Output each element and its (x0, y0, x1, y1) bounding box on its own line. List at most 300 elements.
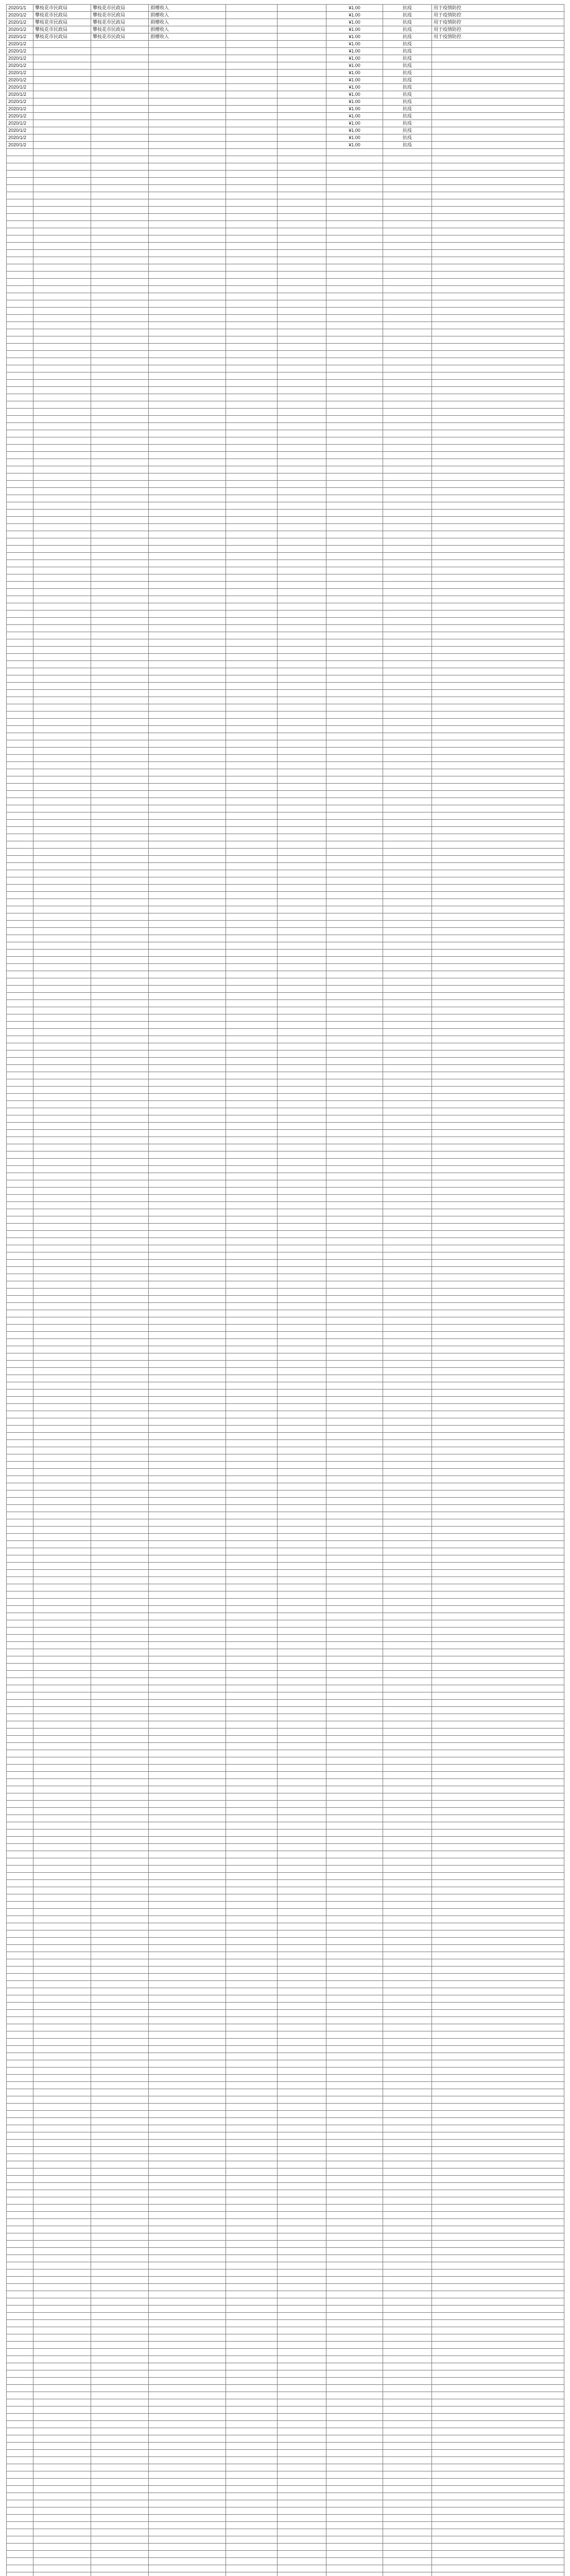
ledger-recv-cell (226, 235, 278, 243)
ledger-unit-cell (91, 235, 149, 243)
ledger-unit-cell (91, 2414, 149, 2421)
ledger-recv-cell (226, 416, 278, 423)
ledger-type-cell (278, 163, 326, 171)
table-row (7, 1642, 564, 1649)
table-row (7, 257, 564, 264)
ledger-note-cell (432, 1411, 564, 1418)
ledger-date-cell (7, 2486, 33, 2493)
ledger-unit-cell (91, 1267, 149, 1274)
ledger-amount-cell (326, 2500, 383, 2507)
ledger-type-cell (278, 1628, 326, 1635)
table-row (7, 1628, 564, 1635)
ledger-use-cell (383, 1007, 432, 1014)
ledger-unit-cell (91, 704, 149, 711)
ledger-payer-cell (33, 827, 91, 834)
ledger-date-cell (7, 697, 33, 704)
ledger-type-cell (278, 423, 326, 430)
ledger-item-cell (149, 2565, 226, 2572)
ledger-type-cell (278, 1022, 326, 1029)
ledger-item-cell (149, 841, 226, 849)
ledger-recv-cell (226, 185, 278, 192)
ledger-item-cell (149, 228, 226, 235)
ledger-use-cell: 抗疫 (383, 98, 432, 106)
ledger-use-cell (383, 228, 432, 235)
table-row (7, 1534, 564, 1541)
ledger-use-cell (383, 2046, 432, 2053)
ledger-amount-cell (326, 1656, 383, 1664)
ledger-date-cell (7, 199, 33, 207)
ledger-unit-cell (91, 2515, 149, 2522)
ledger-unit-cell (91, 481, 149, 488)
ledger-item-cell (149, 1397, 226, 1404)
ledger-unit-cell (91, 1656, 149, 1664)
ledger-unit-cell (91, 2500, 149, 2507)
ledger-item-cell (149, 784, 226, 791)
ledger-amount-cell (326, 272, 383, 279)
ledger-recv-cell (226, 2248, 278, 2255)
ledger-unit-cell (91, 1779, 149, 1786)
ledger-amount-cell (326, 1505, 383, 1512)
ledger-note-cell (432, 1887, 564, 1894)
ledger-amount-cell (326, 2349, 383, 2356)
table-row (7, 1216, 564, 1224)
ledger-date-cell (7, 1123, 33, 1130)
ledger-unit-cell (91, 1433, 149, 1440)
ledger-payer-cell (33, 589, 91, 596)
ledger-item-cell (149, 661, 226, 668)
ledger-recv-cell (226, 55, 278, 62)
table-row (7, 1765, 564, 1772)
ledger-unit-cell (91, 654, 149, 661)
ledger-note-cell (432, 531, 564, 538)
ledger-unit-cell (91, 2269, 149, 2277)
ledger-payer-cell (33, 2507, 91, 2515)
ledger-amount-cell (326, 531, 383, 538)
ledger-type-cell (278, 1433, 326, 1440)
ledger-item-cell (149, 1635, 226, 1642)
ledger-unit-cell (91, 250, 149, 257)
ledger-note-cell (432, 358, 564, 365)
table-row (7, 1426, 564, 1433)
ledger-unit-cell (91, 546, 149, 553)
ledger-item-cell (149, 538, 226, 546)
ledger-use-cell (383, 2053, 432, 2060)
ledger-unit-cell (91, 1678, 149, 1685)
ledger-payer-cell (33, 942, 91, 950)
ledger-item-cell (149, 1050, 226, 1058)
table-row (7, 1801, 564, 1808)
ledger-note-cell (432, 1519, 564, 1527)
ledger-amount-cell (326, 2536, 383, 2544)
ledger-note-cell (432, 711, 564, 719)
ledger-type-cell (278, 1584, 326, 1591)
table-row (7, 711, 564, 719)
ledger-amount-cell (326, 1527, 383, 1534)
ledger-type-cell (278, 950, 326, 957)
ledger-type-cell (278, 1332, 326, 1339)
ledger-item-cell (149, 1909, 226, 1916)
ledger-use-cell (383, 1534, 432, 1541)
ledger-date-cell (7, 582, 33, 589)
ledger-payer-cell (33, 329, 91, 336)
ledger-recv-cell (226, 2522, 278, 2529)
ledger-type-cell (278, 942, 326, 950)
ledger-item-cell (149, 2010, 226, 2017)
ledger-type-cell (278, 1620, 326, 1628)
ledger-payer-cell (33, 567, 91, 574)
ledger-date-cell (7, 1519, 33, 1527)
ledger-unit-cell (91, 798, 149, 805)
ledger-use-cell (383, 1397, 432, 1404)
ledger-unit-cell (91, 740, 149, 748)
ledger-payer-cell (33, 1649, 91, 1656)
ledger-unit-cell (91, 1649, 149, 1656)
ledger-date-cell (7, 1974, 33, 1981)
ledger-date-cell (7, 589, 33, 596)
ledger-unit-cell (91, 2003, 149, 2010)
ledger-date-cell (7, 1375, 33, 1382)
ledger-recv-cell (226, 791, 278, 798)
ledger-unit-cell (91, 632, 149, 639)
ledger-use-cell (383, 199, 432, 207)
ledger-payer-cell (33, 1029, 91, 1036)
ledger-note-cell (432, 77, 564, 84)
ledger-amount-cell (326, 430, 383, 437)
ledger-recv-cell (226, 1815, 278, 1822)
ledger-recv-cell (226, 1613, 278, 1620)
table-row (7, 1036, 564, 1043)
ledger-unit-cell (91, 1252, 149, 1260)
ledger-type-cell (278, 1923, 326, 1930)
table-row (7, 921, 564, 928)
ledger-unit-cell (91, 1519, 149, 1527)
ledger-payer-cell (33, 178, 91, 185)
ledger-date-cell: 2020/1/2 (7, 41, 33, 48)
ledger-note-cell (432, 322, 564, 329)
ledger-date-cell (7, 1000, 33, 1007)
ledger-amount-cell (326, 2385, 383, 2392)
ledger-date-cell (7, 1988, 33, 1995)
ledger-note-cell (432, 2457, 564, 2464)
ledger-date-cell (7, 675, 33, 683)
ledger-use-cell (383, 1656, 432, 1664)
ledger-payer-cell (33, 675, 91, 683)
ledger-use-cell (383, 921, 432, 928)
ledger-amount-cell (326, 1902, 383, 1909)
ledger-payer-cell (33, 2219, 91, 2226)
ledger-recv-cell (226, 1418, 278, 1426)
ledger-type-cell (278, 2248, 326, 2255)
ledger-note-cell (432, 2197, 564, 2205)
ledger-payer-cell (33, 748, 91, 755)
ledger-item-cell (149, 1678, 226, 1685)
ledger-payer-cell (33, 2406, 91, 2414)
table-row (7, 416, 564, 423)
ledger-type-cell (278, 1887, 326, 1894)
ledger-date-cell (7, 1866, 33, 1873)
ledger-amount-cell (326, 1281, 383, 1289)
ledger-type-cell (278, 1570, 326, 1577)
ledger-recv-cell (226, 156, 278, 163)
ledger-use-cell (383, 380, 432, 387)
table-row (7, 553, 564, 560)
ledger-unit-cell (91, 2197, 149, 2205)
ledger-date-cell (7, 1159, 33, 1166)
ledger-note-cell (432, 1462, 564, 1469)
ledger-type-cell (278, 1411, 326, 1418)
ledger-item-cell (149, 798, 226, 805)
ledger-payer-cell (33, 1678, 91, 1685)
ledger-recv-cell (226, 2500, 278, 2507)
ledger-recv-cell (226, 1267, 278, 1274)
table-row (7, 308, 564, 315)
ledger-type-cell (278, 726, 326, 733)
ledger-amount-cell (326, 149, 383, 156)
ledger-item-cell (149, 2262, 226, 2269)
ledger-item-cell (149, 199, 226, 207)
ledger-note-cell (432, 1130, 564, 1137)
ledger-amount-cell: ¥1.00 (326, 12, 383, 19)
ledger-type-cell (278, 2291, 326, 2298)
ledger-recv-cell (226, 560, 278, 567)
ledger-type-cell (278, 329, 326, 336)
ledger-type-cell (278, 2118, 326, 2125)
ledger-note-cell (432, 1692, 564, 1700)
ledger-payer-cell (33, 2320, 91, 2327)
ledger-payer-cell (33, 2140, 91, 2147)
ledger-item-cell (149, 1952, 226, 1959)
ledger-payer-cell (33, 755, 91, 762)
ledger-date-cell (7, 748, 33, 755)
ledger-note-cell (432, 2313, 564, 2320)
ledger-payer-cell (33, 1671, 91, 1678)
ledger-recv-cell (226, 300, 278, 308)
ledger-use-cell (383, 740, 432, 748)
ledger-date-cell (7, 1022, 33, 1029)
ledger-payer-cell (33, 820, 91, 827)
ledger-date-cell: 2020/1/2 (7, 26, 33, 33)
ledger-date-cell (7, 1786, 33, 1793)
table-row (7, 574, 564, 582)
ledger-note-cell (432, 2248, 564, 2255)
ledger-date-cell (7, 1115, 33, 1123)
ledger-unit-cell (91, 1923, 149, 1930)
ledger-payer-cell (33, 1346, 91, 1353)
ledger-use-cell (383, 1822, 432, 1829)
ledger-note-cell: 用于疫情防控 (432, 12, 564, 19)
ledger-recv-cell (226, 70, 278, 77)
ledger-payer-cell (33, 1498, 91, 1505)
table-row (7, 2378, 564, 2385)
ledger-type-cell (278, 41, 326, 48)
ledger-use-cell (383, 957, 432, 964)
ledger-date-cell (7, 178, 33, 185)
ledger-note-cell (432, 1000, 564, 1007)
ledger-date-cell: 2020/1/2 (7, 62, 33, 70)
ledger-payer-cell (33, 2493, 91, 2500)
ledger-use-cell (383, 964, 432, 971)
ledger-payer-cell (33, 2435, 91, 2443)
ledger-date-cell (7, 1707, 33, 1714)
ledger-recv-cell (226, 2515, 278, 2522)
ledger-type-cell (278, 416, 326, 423)
ledger-type-cell (278, 1245, 326, 1252)
ledger-date-cell (7, 1808, 33, 1815)
ledger-amount-cell (326, 1844, 383, 1851)
ledger-use-cell (383, 1837, 432, 1844)
ledger-use-cell (383, 1765, 432, 1772)
ledger-note-cell (432, 293, 564, 300)
ledger-amount-cell: ¥1.00 (326, 55, 383, 62)
ledger-use-cell (383, 1115, 432, 1123)
ledger-payer-cell (33, 1036, 91, 1043)
ledger-type-cell (278, 574, 326, 582)
ledger-recv-cell (226, 1548, 278, 1555)
ledger-unit-cell (91, 812, 149, 820)
ledger-date-cell (7, 1671, 33, 1678)
ledger-note-cell (432, 1368, 564, 1375)
ledger-unit-cell (91, 618, 149, 625)
ledger-unit-cell (91, 784, 149, 791)
ledger-payer-cell (33, 315, 91, 322)
ledger-type-cell (278, 113, 326, 120)
ledger-type-cell (278, 971, 326, 978)
ledger-unit-cell (91, 1959, 149, 1967)
ledger-payer-cell (33, 1909, 91, 1916)
ledger-recv-cell (226, 2096, 278, 2104)
ledger-recv-cell (226, 2464, 278, 2471)
ledger-payer-cell (33, 1635, 91, 1642)
ledger-item-cell (149, 48, 226, 55)
table-row (7, 1606, 564, 1613)
ledger-amount-cell: ¥1.00 (326, 120, 383, 127)
ledger-item-cell (149, 2082, 226, 2089)
ledger-item-cell (149, 625, 226, 632)
table-row (7, 1361, 564, 1368)
ledger-payer-cell (33, 1512, 91, 1519)
ledger-type-cell (278, 2024, 326, 2031)
ledger-type-cell (278, 1959, 326, 1967)
ledger-type-cell (278, 1072, 326, 1079)
ledger-payer-cell (33, 2212, 91, 2219)
ledger-unit-cell (91, 1714, 149, 1721)
ledger-amount-cell (326, 409, 383, 416)
ledger-item-cell (149, 409, 226, 416)
ledger-amount-cell (326, 2241, 383, 2248)
ledger-recv-cell (226, 1606, 278, 1613)
ledger-use-cell (383, 1548, 432, 1555)
ledger-use-cell (383, 2414, 432, 2421)
ledger-use-cell: 抗疫 (383, 77, 432, 84)
ledger-amount-cell (326, 2529, 383, 2536)
ledger-unit-cell (91, 2565, 149, 2572)
ledger-amount-cell (326, 1635, 383, 1642)
ledger-item-cell (149, 2168, 226, 2176)
ledger-item-cell (149, 2522, 226, 2529)
ledger-payer-cell (33, 1079, 91, 1087)
ledger-amount-cell (326, 1389, 383, 1397)
ledger-note-cell (432, 1382, 564, 1389)
table-row (7, 1779, 564, 1786)
ledger-recv-cell (226, 510, 278, 517)
ledger-use-cell (383, 286, 432, 293)
ledger-payer-cell (33, 1815, 91, 1822)
ledger-unit-cell (91, 863, 149, 870)
ledger-payer-cell (33, 358, 91, 365)
ledger-item-cell (149, 683, 226, 690)
ledger-unit-cell (91, 1065, 149, 1072)
ledger-payer-cell (33, 416, 91, 423)
ledger-use-cell (383, 769, 432, 776)
ledger-note-cell (432, 214, 564, 221)
ledger-recv-cell (226, 113, 278, 120)
table-row (7, 163, 564, 171)
ledger-payer-cell (33, 762, 91, 769)
ledger-date-cell (7, 1765, 33, 1772)
table-row (7, 1952, 564, 1959)
ledger-note-cell (432, 1065, 564, 1072)
ledger-date-cell (7, 740, 33, 748)
ledger-recv-cell (226, 77, 278, 84)
ledger-use-cell (383, 1664, 432, 1671)
ledger-note-cell (432, 1837, 564, 1844)
ledger-note-cell (432, 524, 564, 531)
ledger-recv-cell (226, 1325, 278, 1332)
ledger-note-cell (432, 1498, 564, 1505)
ledger-amount-cell (326, 2544, 383, 2551)
ledger-unit-cell (91, 322, 149, 329)
table-row (7, 769, 564, 776)
table-row (7, 1346, 564, 1353)
ledger-note-cell (432, 726, 564, 733)
ledger-date-cell (7, 618, 33, 625)
ledger-note-cell (432, 1469, 564, 1476)
ledger-type-cell (278, 286, 326, 293)
ledger-unit-cell (91, 178, 149, 185)
table-row (7, 1231, 564, 1238)
ledger-amount-cell (326, 1808, 383, 1815)
ledger-payer-cell (33, 2284, 91, 2291)
ledger-item-cell (149, 1512, 226, 1519)
ledger-item-cell (149, 2385, 226, 2392)
ledger-use-cell: 抗疫 (383, 62, 432, 70)
ledger-unit-cell (91, 1166, 149, 1173)
ledger-item-cell (149, 748, 226, 755)
ledger-date-cell (7, 1036, 33, 1043)
ledger-type-cell (278, 2161, 326, 2168)
ledger-note-cell (432, 1894, 564, 1902)
ledger-item-cell (149, 1404, 226, 1411)
ledger-amount-cell (326, 2363, 383, 2370)
ledger-payer-cell (33, 1462, 91, 1469)
ledger-item-cell (149, 510, 226, 517)
ledger-use-cell (383, 1527, 432, 1534)
ledger-payer-cell (33, 2075, 91, 2082)
ledger-unit-cell (91, 329, 149, 336)
ledger-item-cell (149, 2140, 226, 2147)
ledger-unit-cell (91, 2118, 149, 2125)
ledger-type-cell (278, 1519, 326, 1527)
table-row (7, 1188, 564, 1195)
ledger-item-cell (149, 171, 226, 178)
ledger-type-cell (278, 1252, 326, 1260)
ledger-use-cell: 抗疫 (383, 142, 432, 149)
ledger-note-cell (432, 228, 564, 235)
ledger-type-cell (278, 308, 326, 315)
ledger-payer-cell (33, 899, 91, 906)
ledger-date-cell (7, 2075, 33, 2082)
ledger-note-cell (432, 2118, 564, 2125)
